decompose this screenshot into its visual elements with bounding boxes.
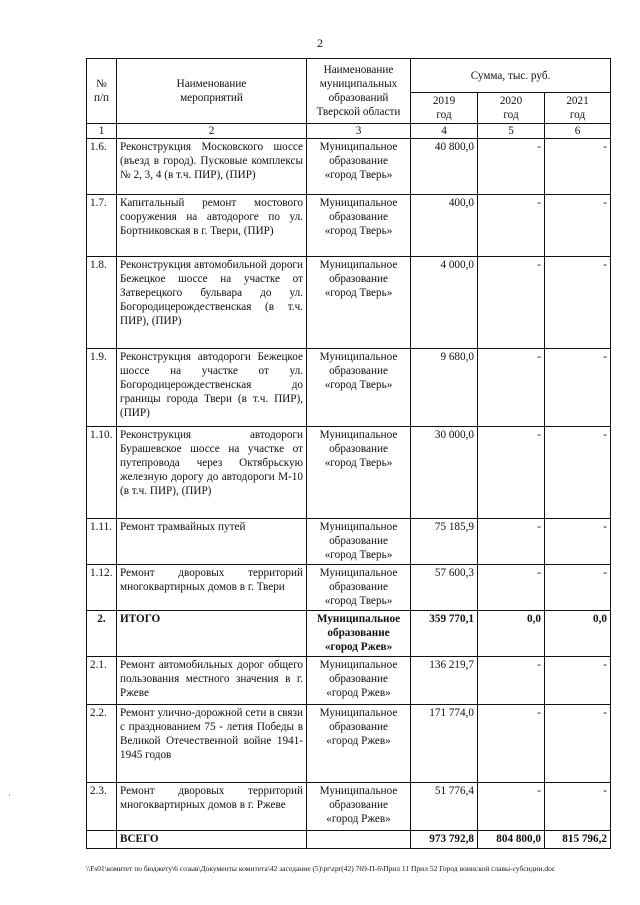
header-municipality: Наименование муниципальных образований Тверской области (307, 59, 411, 124)
row-sum-2021: - (545, 257, 611, 349)
row-sum-2019: 40 800,0 (411, 139, 478, 195)
row-number: 1.7. (87, 195, 117, 257)
table-row (87, 657, 611, 705)
row-sum-2019: 51 776,4 (411, 783, 478, 831)
row-municipality: Муниципальное образование «город Тверь» (307, 257, 411, 349)
row-sum-2019: 171 774,0 (411, 705, 478, 783)
row-number: 2. (87, 611, 117, 657)
row-event-name: Реконструкция автомобильной дороги Бежецкое шоссе на участке от Затверецкого бульвара до ул. Богородицерождественская (в т.ч. ПИР), (ПИР) (117, 257, 307, 349)
header-sum: Сумма, тыс. руб. (411, 59, 611, 93)
row-sum-2019: 359 770,1 (411, 611, 478, 657)
row-sum-2019: 136 219,7 (411, 657, 478, 705)
total-2019: 973 792,8 (411, 831, 478, 849)
row-sum-2019: 30 000,0 (411, 427, 478, 519)
table-row (87, 139, 611, 195)
row-municipality: Муниципальное образование «город Ржев» (307, 705, 411, 783)
col-number: 4 (411, 124, 478, 139)
table-row (87, 349, 611, 427)
row-municipality: Муниципальное образование «город Тверь» (307, 139, 411, 195)
row-municipality: Муниципальное образование «город Ржев» (307, 783, 411, 831)
row-number: 1.9. (87, 349, 117, 427)
row-number: 1.8. (87, 257, 117, 349)
row-number: 2.2. (87, 705, 117, 783)
row-sum-2020: - (478, 257, 545, 349)
row-sum-2019: 9 680,0 (411, 349, 478, 427)
row-municipality: Муниципальное образование «город Тверь» (307, 519, 411, 565)
row-event-name: Реконструкция автодороги Бурашевское шоссе на участке от путепровода через Октябрьскую железную дорогу до автодороги М-10 (в т.ч. ПИР), (ПИР) (117, 427, 307, 519)
row-event-name: Ремонт трамвайных путей (117, 519, 307, 565)
total-municipality-cell (307, 831, 411, 849)
header-year-2019: 2019 год (411, 93, 478, 124)
row-sum-2020: - (478, 519, 545, 565)
row-sum-2021: - (545, 139, 611, 195)
header-name: Наименование мероприятий (117, 59, 307, 124)
row-sum-2020: - (478, 139, 545, 195)
col-number: 6 (545, 124, 611, 139)
row-event-name: Ремонт дворовых территорий многоквартирных домов в г. Ржеве (117, 783, 307, 831)
row-number: 1.6. (87, 139, 117, 195)
row-event-name: Ремонт дворовых территорий многоквартирных домов в г. Твери (117, 565, 307, 611)
total-2020: 804 800,0 (478, 831, 545, 849)
row-event-name: Ремонт улично-дорожной сети в связи с празднованием 75 - летия Победы в Великой Отечественной войне 1941-1945 годов (117, 705, 307, 783)
table-row (87, 257, 611, 349)
row-sum-2021: - (545, 565, 611, 611)
row-event-name: Ремонт автомобильных дорог общего пользования местного значения в г. Ржеве (117, 657, 307, 705)
table-row (87, 195, 611, 257)
row-sum-2020: - (478, 349, 545, 427)
table-row (87, 611, 611, 657)
row-number: 2.3. (87, 783, 117, 831)
col-number: 3 (307, 124, 411, 139)
col-number: 1 (87, 124, 117, 139)
row-sum-2019: 57 600,3 (411, 565, 478, 611)
total-label: ВСЕГО (117, 831, 307, 849)
row-municipality: Муниципальное образование «город Тверь» (307, 427, 411, 519)
col-number: 2 (117, 124, 307, 139)
column-number-row (87, 124, 611, 139)
row-municipality: Муниципальное образование «город Ржев» (307, 611, 411, 657)
header-row (87, 59, 611, 93)
row-sum-2020: - (478, 783, 545, 831)
header-year-2021: 2021 год (545, 93, 611, 124)
row-event-name: ИТОГО (117, 611, 307, 657)
row-municipality: Муниципальное образование «город Тверь» (307, 565, 411, 611)
row-sum-2021: 0,0 (545, 611, 611, 657)
row-number: 1.11. (87, 519, 117, 565)
row-sum-2020: - (478, 427, 545, 519)
footer-file-path: \\Fs01\комитет по бюджету\6 созыв\Документы комитета\42 заседание (5)\pr\zpr(42) 769-П-6\Прил 11 Прил 52 Город воинской славы-субсидии.doc (86, 864, 556, 873)
table-row (87, 519, 611, 565)
row-sum-2021: - (545, 349, 611, 427)
row-municipality: Муниципальное образование «город Ржев» (307, 657, 411, 705)
row-sum-2021: - (545, 195, 611, 257)
row-sum-2021: - (545, 657, 611, 705)
row-municipality: Муниципальное образование «город Тверь» (307, 349, 411, 427)
table-row (87, 565, 611, 611)
total-2021: 815 796,2 (545, 831, 611, 849)
row-sum-2020: - (478, 195, 545, 257)
row-number: 1.10. (87, 427, 117, 519)
row-sum-2019: 4 000,0 (411, 257, 478, 349)
row-sum-2019: 75 185,9 (411, 519, 478, 565)
row-sum-2021: - (545, 783, 611, 831)
table-row (87, 427, 611, 519)
row-event-name: Реконструкция автодороги Бежецкое шоссе на участке от ул. Богородицерождественская до границы города Твери (в т.ч. ПИР), (ПИР) (117, 349, 307, 427)
page-number: 2 (317, 36, 323, 50)
col-number: 5 (478, 124, 545, 139)
header-year-2020: 2020 год (478, 93, 545, 124)
row-sum-2021: - (545, 427, 611, 519)
row-sum-2019: 400,0 (411, 195, 478, 257)
row-sum-2021: - (545, 705, 611, 783)
table-body (87, 59, 611, 849)
margin-mark: · (8, 791, 11, 800)
budget-table (86, 58, 611, 849)
table-row (87, 783, 611, 831)
row-municipality: Муниципальное образование «город Тверь» (307, 195, 411, 257)
table-row (87, 705, 611, 783)
row-number: 1.12. (87, 565, 117, 611)
row-event-name: Реконструкция Московского шоссе (въезд в город). Пусковые комплексы № 2, 3, 4 (в т.ч. ПИР), (ПИР) (117, 139, 307, 195)
row-event-name: Капитальный ремонт мостового сооружения на автодороге по ул. Бортниковская в г. Твери, (ПИР) (117, 195, 307, 257)
row-sum-2021: - (545, 519, 611, 565)
row-sum-2020: 0,0 (478, 611, 545, 657)
total-row (87, 831, 611, 849)
row-sum-2020: - (478, 657, 545, 705)
row-sum-2020: - (478, 705, 545, 783)
row-sum-2020: - (478, 565, 545, 611)
row-number: 2.1. (87, 657, 117, 705)
header-num: № п/п (87, 59, 117, 124)
total-number-cell (87, 831, 117, 849)
